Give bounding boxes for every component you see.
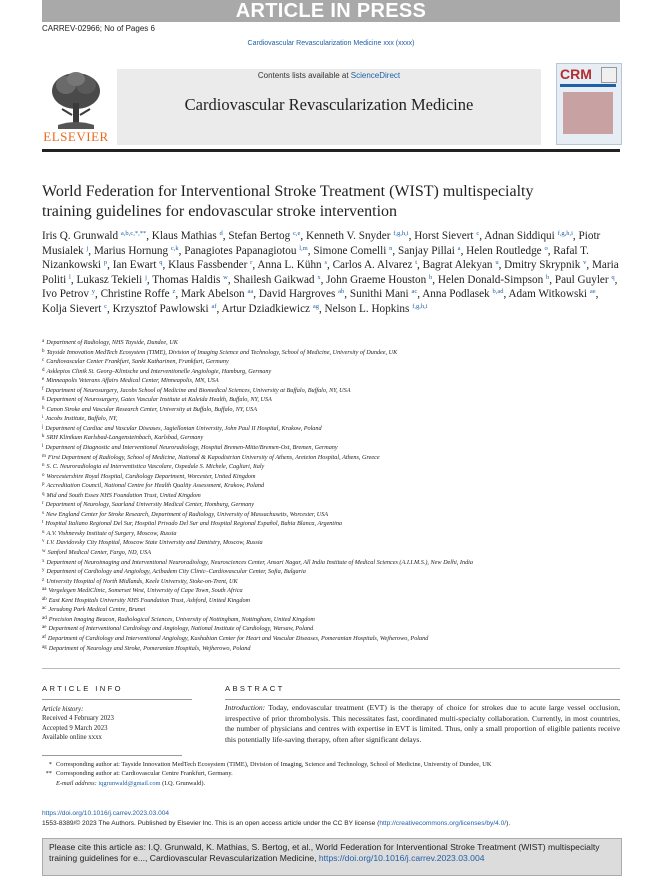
footnote-mark: * [48, 761, 52, 768]
author-name: Klaus Fassbender [168, 259, 248, 272]
author-affiliation-marks[interactable]: aa [247, 288, 254, 296]
affiliation-item [42, 538, 622, 548]
affiliation-text: Department of Neurosurgery, Jacobs School of Medicine and Biomedical Sciences, University at Buffalo, Buffalo, NY, USA [45, 386, 351, 394]
affiliation-item [42, 491, 622, 501]
affiliation-key: h [42, 405, 45, 411]
author[interactable] [168, 259, 252, 271]
affiliation-text: Minneapolis Veterans Affairs Medical Center, Minneapolis, MN, USA [46, 377, 219, 385]
affiliation-text: Canon Stroke and Vascular Research Center, University at Buffalo, Buffalo, NY, USA [46, 405, 258, 413]
author-affiliation-marks[interactable]: c,k [170, 244, 179, 252]
affiliation-text: Worcestershire Royal Hospital, Cardiology Department, Worcester, United Kingdom [46, 472, 256, 480]
journal-citation-link[interactable]: Cardiovascular Revascularization Medicine xxx (xxxx) [247, 40, 415, 47]
author-affiliation-marks[interactable]: l [69, 273, 71, 281]
author[interactable] [484, 230, 573, 242]
author[interactable] [113, 303, 217, 315]
cite-this-article-box [42, 838, 622, 876]
footnote-mark: ** [45, 770, 52, 778]
author-affiliation-marks[interactable]: t [415, 259, 418, 267]
journal-title[interactable]: Cardiovascular Revascularization Medicine [184, 95, 474, 114]
author[interactable] [555, 274, 615, 286]
affiliation-key: ab [42, 596, 47, 602]
affiliation-key: w [42, 549, 46, 555]
affiliation-item [42, 577, 622, 587]
affiliation-item [42, 624, 622, 634]
document-id: CARREV-02966; No of Pages 6 [42, 24, 155, 33]
author-name: Kenneth V. Snyder [306, 230, 391, 242]
author-affiliation-marks[interactable]: b [546, 273, 550, 281]
elsevier-logo[interactable] [42, 63, 110, 145]
author-name: Lukasz Tekieli [76, 273, 143, 286]
author[interactable] [181, 288, 253, 300]
author-name: Klaus Mathias [151, 230, 217, 242]
author[interactable] [221, 303, 318, 315]
author[interactable] [42, 303, 107, 315]
publisher-name: ELSEVIER [43, 129, 109, 144]
footnotes [42, 760, 622, 788]
author-name: Sunithi Mani [349, 288, 409, 301]
affiliation-item [42, 424, 622, 434]
author-name: Bagrat Alekyan [422, 259, 493, 272]
author-name: Dmitry Skrypnik [504, 259, 581, 272]
affiliation-item [42, 338, 622, 348]
affiliation-key: b [42, 348, 45, 354]
affiliation-text: New England Center for Stroke Research, Department of Radiology, University of Massachusetts, Worcester, USA [45, 510, 329, 518]
affiliation-text: First Department of Radiology, School of Medicine, National & Kapodistrian University of Athens, Areteion Hospital, Athens, Greece [47, 453, 380, 461]
author[interactable] [333, 259, 417, 271]
affiliation-text: Asklepios Clinik St. Georg–Klinische und Interventionelle Angiologie, Hamburg, Germany [46, 367, 272, 375]
author-affiliation-marks[interactable]: s [324, 259, 327, 267]
affiliation-item [42, 395, 622, 405]
author-name: Adam Witkowski [508, 288, 588, 301]
author-affiliation-marks[interactable]: p [103, 259, 108, 267]
affiliation-item [42, 462, 622, 472]
affiliation-text: I.V. Davidovsky City Hospital, Moscow State University and Dentistry, Moscow, Russia [46, 539, 263, 547]
affiliation-text: Department of Neurosurgery, Gates Vascular Institute at Kaleida Health, Buffalo, NY, USA [46, 396, 272, 404]
affiliation-text: Mid and South Essex NHS Foundation Trust, United Kingdom [46, 491, 201, 499]
author-name: Thomas Haldis [152, 273, 221, 286]
affiliation-text: Department of Neurology and Stroke, Pomeranian Hospitals, Wejherowo, Poland [48, 644, 251, 652]
affiliation-item [42, 634, 622, 644]
contents-available [117, 71, 541, 80]
affiliation-text: Vergelegen MediClinic, Somerset West, University of Cape Town, South Africa [48, 587, 243, 595]
elsevier-tree-icon [48, 69, 104, 131]
author-name: Adnan Siddiqui [484, 230, 555, 242]
author-name: Stefan Bertog [228, 230, 291, 242]
doi-link[interactable]: https://doi.org/10.1016/j.carrev.2023.03.004 [42, 810, 170, 817]
affiliation-key: i [42, 415, 44, 421]
affiliation-item [42, 644, 622, 654]
affiliation-item [42, 376, 622, 386]
author[interactable] [101, 288, 176, 300]
affiliation-item [42, 558, 622, 568]
author-affiliation-marks[interactable]: n [389, 244, 393, 252]
author-name: Marius Hornung [93, 244, 169, 257]
affiliation-key: e [42, 377, 45, 383]
affiliation-key: g [42, 396, 45, 402]
author[interactable] [42, 230, 146, 242]
affiliation-item [42, 453, 622, 463]
author[interactable] [152, 274, 228, 286]
affiliation-text: University Hospital of North Midlands, Keele University, Stoke-on-Trent, UK [46, 577, 238, 585]
affiliation-key: v [42, 539, 45, 545]
affiliation-item [42, 500, 622, 510]
affiliation-key: p [42, 482, 45, 488]
affiliation-text: Department of Diagnostic and Interventional Neuroradiology, Hospital Bremen-Mitte/Bremen-Ost, Bremen, Germany [45, 444, 338, 452]
affiliation-key: r [42, 501, 44, 507]
author-name: Anna L. Kühn [257, 259, 322, 272]
affiliation-key: f [42, 386, 44, 392]
author[interactable] [423, 259, 499, 271]
affiliation-item [42, 443, 622, 453]
author-affiliation-marks[interactable]: q [611, 273, 615, 281]
footnote-corresponding-1 [42, 760, 622, 769]
author[interactable] [259, 288, 344, 300]
author[interactable] [350, 288, 417, 300]
affiliation-text: Accreditation Council, National Centre for Health Quality Assessment, Krakow, Poland [46, 482, 265, 490]
author[interactable] [313, 245, 392, 257]
author[interactable] [76, 274, 146, 286]
affiliation-text: Department of Cardiac and Vascular Diseases, Jagiellonian University, John Paul II Hospital, Krakow, Poland [45, 424, 322, 432]
author-affiliation-marks[interactable]: q [159, 259, 163, 267]
abstract-intro-label: Introduction: [225, 703, 266, 712]
author-name: Panagiotes Papanagiotou [184, 244, 297, 257]
affiliation-key: o [42, 472, 45, 478]
cover-abbrev: CRM [560, 66, 592, 82]
affiliation-key: a [42, 339, 45, 344]
affiliation-key: ad [42, 615, 47, 621]
author[interactable] [438, 274, 549, 286]
accepted-date: Accepted 9 March 2023 [42, 724, 108, 732]
author[interactable] [233, 274, 320, 286]
affiliation-text: Hospital Italiano Regional Del Sur, Hospital Privado Del Sur and Hospital Regional Español, Bahia Blanca, Argentina [45, 520, 343, 528]
affiliation-key: j [42, 424, 44, 430]
author-name: Piotr Musialek [42, 230, 601, 257]
affiliation-item [42, 548, 622, 558]
author[interactable] [508, 288, 595, 300]
footnote-email [42, 779, 622, 788]
affiliation-item [42, 414, 622, 424]
online-date: Available online xxxx [42, 733, 102, 741]
author[interactable] [398, 245, 461, 257]
affiliation-item [42, 367, 622, 377]
author[interactable] [113, 259, 163, 271]
history-label: Article history: [42, 706, 84, 713]
author-affiliation-marks[interactable]: f,g,h,i [557, 230, 573, 237]
license-text: 1553-8389/© 2023 The Authors. Published by Elsevier Inc. This is an open access article under the CC BY license ( [42, 820, 380, 827]
author-affiliation-marks[interactable]: c,e [293, 230, 301, 237]
affiliation-text: Department of Neuroimaging and Interventional Neuroradiology, Neurosciences Center, Ansari Nagar, All India Institute of Medical Sciences (A.I.I.M.S.), New Delhi, India [46, 558, 473, 566]
author-name: Mark Abelson [180, 288, 245, 301]
author-affiliation-marks[interactable]: a [457, 244, 461, 252]
affiliation-key: aa [42, 587, 47, 593]
author-name: David Hargroves [258, 288, 336, 301]
affiliation-key: l [42, 444, 44, 450]
affiliation-list [42, 338, 622, 653]
author-name: Horst Sievert [414, 230, 474, 242]
affiliation-item [42, 357, 622, 367]
author-name: Carlos A. Alvarez [332, 259, 413, 272]
affiliation-key: k [42, 434, 45, 440]
author-name: Maria Politi [42, 259, 619, 286]
affiliation-item [42, 405, 622, 415]
author-affiliation-marks[interactable]: a,b,c,*,** [120, 230, 147, 237]
affiliation-item [42, 510, 622, 520]
author[interactable] [257, 259, 327, 271]
license-link[interactable]: http://creativecommons.org/licenses/by/4.0/ [379, 820, 507, 827]
author-name: Rafal T. Nizankowski [42, 244, 589, 272]
author-affiliation-marks[interactable]: l,m [299, 244, 308, 252]
cover-badge-icon [601, 67, 617, 83]
author-affiliation-marks[interactable]: j [145, 273, 147, 281]
article-info-heading: ARTICLE INFO [42, 684, 123, 693]
affiliation-text: A.V. Vishnevsky Institute of Surgery, Moscow, Russia [46, 529, 177, 537]
cite-doi-link[interactable]: https://doi.org/10.1016/j.carrev.2023.03.004 [318, 853, 485, 864]
journal-header-box [117, 69, 541, 145]
author-affiliation-marks[interactable]: ab [338, 288, 345, 296]
author[interactable] [152, 230, 223, 242]
article-title: World Federation for Interventional Stroke Treatment (WIST) multispecialty training guidelines for endovascular stroke intervention [42, 183, 534, 220]
journal-masthead [42, 63, 620, 145]
author-name: Shailesh Gaikwad [233, 273, 315, 286]
author-name: Christine Roffe [100, 288, 170, 301]
author-affiliation-marks[interactable]: j [86, 244, 89, 252]
author-name: Nelson L. Hopkins [324, 302, 410, 315]
author-affiliation-marks[interactable]: o [544, 244, 548, 252]
author-affiliation-marks[interactable]: d [219, 230, 223, 237]
abstract-text: Today, endovascular treatment (EVT) is the therapy of choice for strokes due to acute large vessel occlusion, irrespective of prior thrombolysis. This necessitates fast, coordinated multi-specialty collaboration. Currently, in most countries, the number of physicians and centres with expertise in EVT is limited. Thus, only a small proportion of eligible patients receive this potentially life-saving therapy, often after significant delays. [225, 703, 620, 744]
footnote-text: Corresponding author at: Cardiovascular Centre Frankfurt, Germany. [56, 770, 233, 778]
affiliation-text: Department of Neurology, Saarland University Medical Center, Homburg, Germany [45, 501, 255, 509]
email-owner: (I.Q. Grunwald). [160, 779, 206, 787]
abstract-underline [225, 699, 620, 700]
email-label: E-mail address: [56, 779, 99, 787]
affiliation-text: East Kent Hospitals University NHS Foundation Trust, Ashford, United Kingdom [48, 596, 251, 604]
article-info-underline [42, 699, 192, 700]
affiliation-item [42, 519, 622, 529]
author-affiliation-marks[interactable]: u [495, 259, 499, 267]
author-name: Kolja Sievert [42, 302, 102, 315]
author-name: Krzysztof Pawlowski [112, 302, 209, 315]
affiliation-key: u [42, 529, 45, 535]
affiliation-text: Precision Imaging Beacon, Radiological Sciences, University of Nottingham, Nottingham, United Kingdom [48, 615, 315, 623]
affiliation-text: Department of Cardiology and Angiology, Acibadem City Clinic–Cardiovascular Center, Sofia, Bulgaria [46, 568, 306, 576]
affiliation-item [42, 567, 622, 577]
author[interactable] [94, 245, 179, 257]
author[interactable] [326, 274, 432, 286]
affiliation-text: Department of Radiology, NHS Tayside, Dundee, UK [46, 339, 178, 346]
author-affiliation-marks[interactable]: x [317, 273, 321, 281]
author-affiliation-marks[interactable]: v [583, 259, 587, 267]
author[interactable] [306, 230, 409, 242]
affiliation-item [42, 615, 622, 625]
author-name: Simone Comelli [313, 244, 387, 257]
author-affiliation-marks[interactable]: z [172, 288, 176, 296]
author[interactable] [42, 288, 95, 300]
license-line [42, 820, 622, 827]
section-divider [42, 668, 620, 669]
affiliation-key: t [42, 520, 44, 526]
affiliation-item [42, 596, 622, 606]
affiliation-item [42, 348, 622, 358]
author[interactable] [422, 288, 503, 300]
affiliation-text: Department of Cardiology and Interventional Angiology, Kashubian Center for Heart and Vascular Diseases, Pomeranian Hospitals, Wejherowo, Poland [47, 634, 429, 642]
affiliation-text: Jacobs Institute, Buffalo, NY, [45, 415, 118, 423]
author-name: Sanjay Pillai [398, 244, 455, 257]
affiliation-key: z [42, 577, 45, 583]
footnote-divider [42, 755, 182, 756]
affiliation-key: af [42, 634, 46, 640]
author-name: Paul Guyler [554, 273, 609, 286]
author-affiliation-marks[interactable]: r [250, 259, 253, 267]
author[interactable] [228, 230, 300, 242]
affiliation-key: ae [42, 625, 47, 631]
author-name: Artur Dziadkiewicz [221, 302, 311, 315]
affiliation-item [42, 605, 622, 615]
author-affiliation-marks[interactable]: b,ad [492, 288, 504, 296]
affiliation-key: m [42, 453, 46, 459]
author-affiliation-marks[interactable]: ac [411, 288, 418, 296]
cite-text: Please cite this article as: I.Q. Grunwald, K. Mathias, S. Bertog, et al., World Federation for Interventional Stroke Treatment (WIST) multispecialty training guidelines for e..., Cardiovascular Revascularization Medicine, [49, 842, 600, 864]
author-affiliation-marks[interactable]: b [429, 273, 433, 281]
article-in-press-banner: ARTICLE IN PRESS [42, 0, 620, 22]
author[interactable] [414, 230, 479, 242]
footnote-text: Corresponding author at: Tayside Innovation MedTech Ecosystem (TIME), Division of Imaging, Science and Technology, School of Medicine, University of Dundee, UK [56, 761, 492, 768]
author-affiliation-marks[interactable]: c [476, 230, 480, 237]
author-affiliation-marks[interactable]: f,g,h,i [393, 230, 409, 237]
affiliation-text: S. C. Neuroradiologia ed Interventistica Vascolare, Ospedale S. Michele, Cagliari, Italy [46, 463, 265, 471]
affiliation-item [42, 481, 622, 491]
author-affiliation-marks[interactable]: f,g,h,i [412, 302, 428, 310]
author-affiliation-marks[interactable]: y [91, 288, 95, 296]
article-history [42, 705, 192, 742]
affiliation-key: y [42, 568, 45, 574]
affiliation-item [42, 472, 622, 482]
sciencedirect-link[interactable]: ScienceDirect [350, 71, 401, 80]
author[interactable] [504, 259, 586, 271]
author[interactable] [184, 245, 307, 257]
contents-prefix: Contents lists available at [257, 71, 351, 80]
author-name: John Graeme Houston [326, 273, 427, 286]
affiliation-item [42, 433, 622, 443]
affiliation-text: Department of Interventional Cardiology and Angiology, National Institute of Cardiology, Warsaw, Poland [48, 625, 314, 633]
author[interactable] [325, 303, 428, 315]
author-affiliation-marks[interactable]: w [223, 273, 228, 281]
author-name: Anna Podlasek [422, 288, 490, 301]
affiliation-key: d [42, 367, 45, 373]
author[interactable] [466, 245, 548, 257]
author-list: Iris Q. Grunwald $^{a,b,c,*,**}$, Klaus Mathias $^d$, Stefan Bertog $^{c,e}$, Kenneth V. Snyder $^{f,g,h,i}$, Horst Sievert $^c$, Adnan Siddiqui $^{f,g,h,i}$, Piotr Musialek $^j$, Marius Hornung $^{c,k}$, Panagiotes Papanagiotou $^{l,m}$, Simone Comelli $^n$, Sanjay Pillai $^a$, Helen Routledge $^o$, Rafal T. Nizankowski $^p$, Ian Ewart $^q$, Klaus Fassbender $^r$, Anna L. Kühn $^s$, Carlos A. Alvarez $^t$, Bagrat Alekyan $^u$, Dmitry Skrypnik $^v$, Maria Politi $^l$, Lukasz Tekieli $^j$, Thomas Haldis $^w$, Shailesh Gaikwad $^x$, John Graeme Houston $^b$, Helen Donald-Simpson $^b$, Paul Guyler $^q$, Ivo Petrov $^y$, Christine Roffe $^z$, Mark Abelson $^{aa}$, David Hargroves $^{ab}$, Sunithi Mani $^{ac}$, Anna Podlasek $^{b,ad}$, Adam Witkowski $^{ae}$, Kolja Sievert $^c$, Krzysztof Pawlowski $^{af}$, Artur Dziadkiewicz $^{ag}$, Nelson L. Hopkins $^{f,g,h,i}$ [42, 230, 619, 315]
abstract-body [225, 703, 620, 745]
email-link[interactable]: iqgrunwald@gmail.com [98, 779, 161, 787]
license-tail: ). [506, 820, 511, 827]
author-name: Helen Donald-Simpson [437, 273, 544, 286]
author-name: Helen Routledge [466, 244, 542, 257]
author-affiliation-marks[interactable]: af [211, 302, 217, 310]
journal-cover-thumbnail[interactable] [556, 63, 622, 145]
affiliation-key: s [42, 510, 44, 516]
abstract-heading: ABSTRACT [225, 684, 285, 693]
affiliation-item [42, 386, 622, 396]
author-affiliation-marks[interactable]: c [104, 302, 108, 310]
author-affiliation-marks[interactable]: ae [589, 288, 596, 296]
affiliation-text: Sanford Medical Center, Fargo, ND, USA [47, 549, 151, 557]
affiliation-text: Cardiovascular Center Frankfurt, Sankt Katharinen, Frankfurt, Germany [46, 358, 229, 366]
affiliation-item [42, 586, 622, 596]
cover-stripe [560, 84, 616, 87]
affiliation-key: x [42, 558, 45, 564]
received-date: Received 4 February 2023 [42, 715, 114, 723]
author-affiliation-marks[interactable]: ag [312, 302, 319, 310]
affiliation-key: ac [42, 606, 47, 612]
affiliation-item [42, 529, 622, 539]
affiliation-key: n [42, 463, 45, 469]
affiliation-text: Tayside Innovation MedTech Ecosystem (TIME), Division of Imaging Science and Technology, School of Medicine, University of Dundee, UK [46, 348, 398, 356]
author-name: Ian Ewart [112, 259, 157, 272]
cover-image [563, 92, 613, 134]
affiliation-key: ag [42, 644, 47, 650]
masthead-divider [42, 149, 620, 152]
affiliation-text: SRH Klinikum Karlsbad-Langensteinbach, Karlsbad, Germany [46, 434, 204, 442]
author-name: Iris Q. Grunwald [42, 230, 119, 242]
affiliation-text: Jerudong Park Medical Centre, Brunei [48, 606, 146, 614]
affiliation-key: q [42, 491, 45, 497]
author-name: Ivo Petrov [42, 288, 89, 301]
affiliation-key: c [42, 358, 45, 364]
footnote-corresponding-2 [42, 769, 622, 778]
